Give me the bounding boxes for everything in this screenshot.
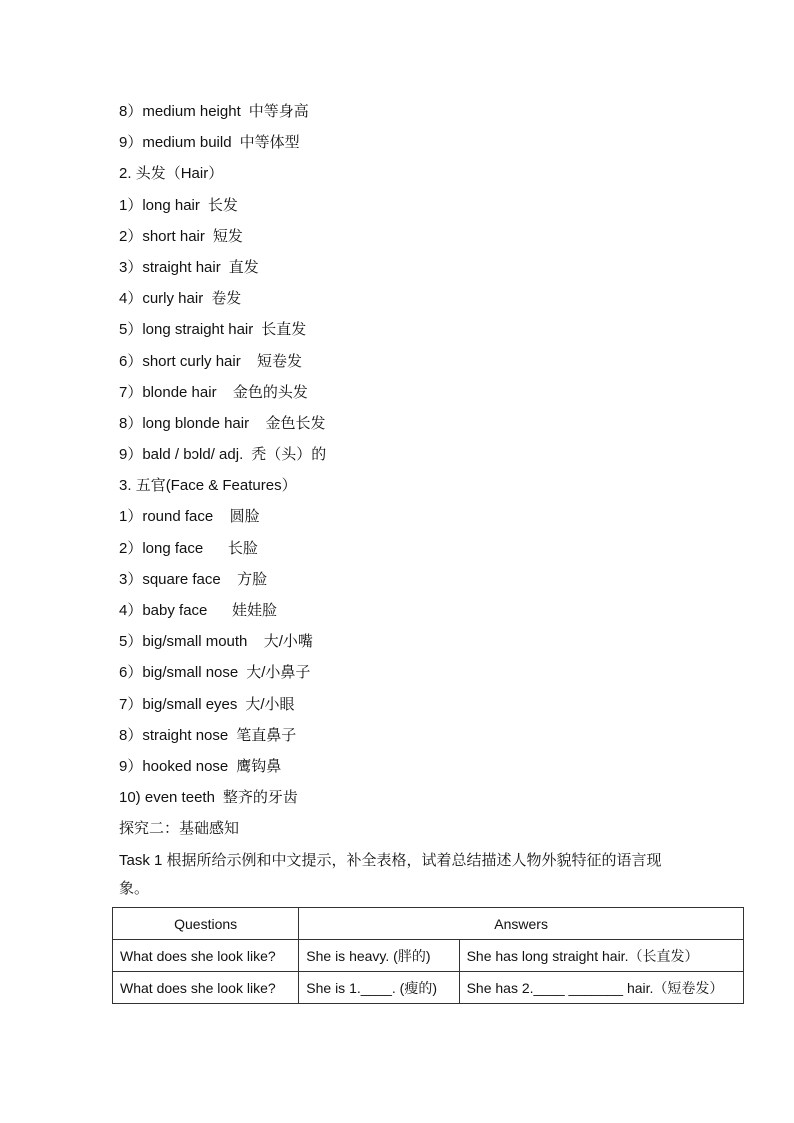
vocabulary-list (119, 98, 759, 897)
table-cell: She has long straight hair.（长直发） (459, 940, 743, 972)
answers-header: Answers (299, 908, 744, 940)
list-item: 7）blonde hair 金色的头发 (119, 383, 308, 401)
task-instruction: Task 1 根据所给示例和中文提示，补全表格，试着总结描述人物外貌特征的语言现象。 (119, 851, 662, 897)
list-item: 1）round face 圆脸 (119, 508, 260, 526)
list-item: 5）long straight hair 长直发 (119, 321, 307, 339)
list-item: 1）long hair 长发 (119, 196, 238, 214)
list-item: 3）straight hair 直发 (119, 258, 259, 276)
list-item: 9）hooked nose 鹰钩鼻 (119, 757, 282, 775)
table-cell: What does she look like? (113, 940, 299, 972)
table-cell: She has 2.____ _______ hair.（短卷发） (459, 972, 743, 1004)
table-row (113, 972, 744, 1004)
list-item: 5）big/small mouth 大/小嘴 (119, 633, 313, 651)
list-item: 4）baby face 娃娃脸 (119, 602, 278, 619)
table-header-row (113, 908, 744, 940)
list-item: 4）curly hair 卷发 (119, 290, 242, 308)
table-row (113, 940, 744, 972)
section-heading: 2. 头发（Hair） (119, 165, 224, 183)
section-heading: 探究二：基础感知 (119, 820, 240, 838)
table-cell: What does she look like? (113, 972, 299, 1004)
list-item: 6）big/small nose 大/小鼻子 (119, 664, 311, 682)
section-heading: 3. 五官(Face & Features） (119, 477, 297, 495)
list-item: 3）square face 方脸 (119, 570, 268, 588)
list-item: 6）short curly hair 短卷发 (119, 352, 303, 370)
list-item: 7）big/small eyes 大/小眼 (119, 695, 295, 713)
table-cell: She is 1.____. (瘦的) (299, 972, 459, 1004)
list-item: 8）medium height 中等身高 (119, 103, 309, 120)
answers-table (112, 907, 744, 1004)
list-item: 8）straight nose 笔直鼻子 (119, 726, 297, 744)
list-item: 10) even teeth 整齐的牙齿 (119, 789, 298, 807)
list-item: 9）medium build 中等体型 (119, 134, 300, 152)
list-item: 2）short hair 短发 (119, 227, 243, 245)
table-cell: She is heavy. (胖的) (299, 940, 459, 972)
questions-header: Questions (113, 908, 299, 940)
list-item: 8）long blonde hair 金色长发 (119, 414, 326, 432)
list-item: 9）bald / bɔld/ adj. 秃（头）的 (119, 446, 327, 464)
list-item: 2）long face 长脸 (119, 539, 258, 557)
